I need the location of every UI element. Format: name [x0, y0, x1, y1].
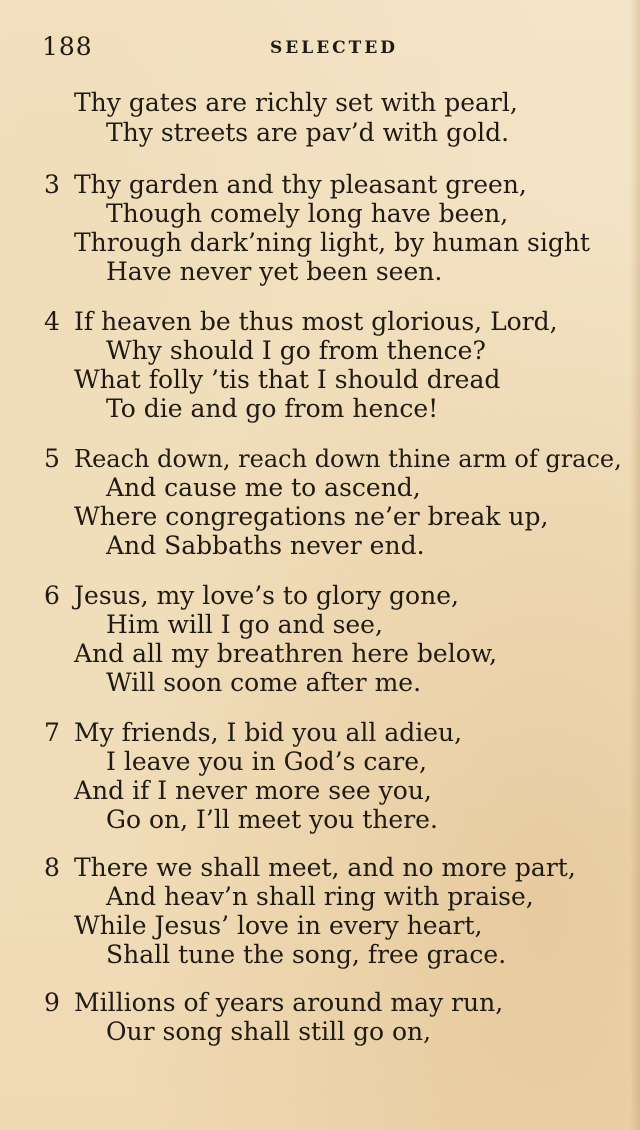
verse-line: Why should I go from thence?	[106, 336, 486, 365]
page-edge-shadow	[630, 0, 640, 1130]
verse-line: To die and go from hence!	[106, 394, 439, 423]
verse-line: Our song shall still go on,	[106, 1017, 432, 1046]
verse-line: Thy streets are pav’d with gold.	[106, 118, 510, 147]
verse-line: Where congregations ne’er break up,	[74, 502, 549, 531]
verse-line: Have never yet been seen.	[106, 257, 443, 286]
verse-line: Jesus, my love’s to glory gone,	[74, 581, 459, 610]
verse-line: And if I never more see you,	[74, 776, 432, 805]
verse-line: What folly ’tis that I should dread	[74, 365, 501, 394]
verse-number: 6	[44, 581, 60, 610]
verse-line: My friends, I bid you all adieu,	[74, 718, 463, 747]
verse-line: Thy garden and thy pleasant green,	[74, 170, 527, 199]
verse-line: And all my breathren here below,	[74, 639, 498, 668]
page-number: 188	[42, 32, 93, 61]
verse-number: 3	[44, 170, 60, 199]
verse-line: I leave you in God’s care,	[106, 747, 427, 776]
verse-line: Through dark’ning light, by human sight	[74, 228, 590, 257]
verse-number: 9	[44, 988, 60, 1017]
verse-line: Though comely long have been,	[106, 199, 509, 228]
verse-line: And heav’n shall ring with praise,	[106, 882, 534, 911]
verse-line: And Sabbaths never end.	[106, 531, 425, 560]
verse-line: There we shall meet, and no more part,	[74, 853, 576, 882]
verse-line: Shall tune the song, free grace.	[106, 940, 507, 969]
verse-line: While Jesus’ love in every heart,	[74, 911, 483, 940]
verse-line: Millions of years around may run,	[74, 988, 504, 1017]
verse-line: Reach down, reach down thine arm of grace,	[74, 445, 622, 473]
verse-line: Will soon come after me.	[106, 668, 422, 697]
verse-number: 4	[44, 307, 60, 336]
verse-line: Go on, I’ll meet you there.	[106, 805, 438, 834]
verse-number: 7	[44, 718, 60, 747]
verse-line: Him will I go and see,	[106, 610, 383, 639]
verse-line: If heaven be thus most glorious, Lord,	[74, 307, 558, 336]
verse-line: And cause me to ascend,	[106, 473, 421, 502]
verse-number: 5	[44, 444, 60, 473]
verse-number: 8	[44, 853, 60, 882]
running-title: SELECTED	[270, 38, 399, 58]
verse-line: Thy gates are richly set with pearl,	[74, 88, 518, 117]
